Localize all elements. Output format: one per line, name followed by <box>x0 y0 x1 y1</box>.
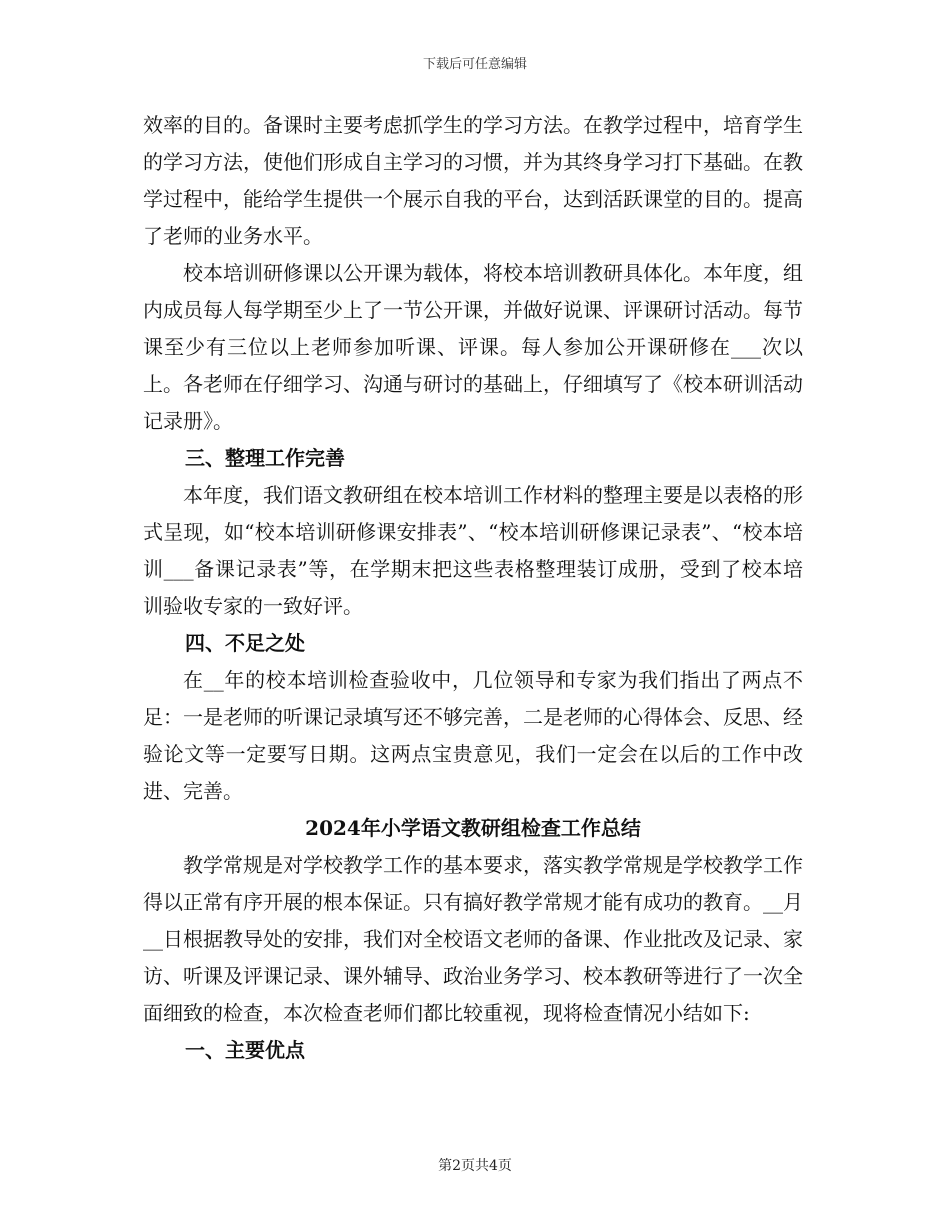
section-heading-4: 四、不足之处 <box>185 631 305 655</box>
section-heading-1: 一、主要优点 <box>185 1038 305 1062</box>
document-body <box>143 107 803 1069</box>
paragraph-shortcomings: 在__年的校本培训检查验收中，几位领导和专家为我们指出了两点不足：一是老师的听课记录填写还不够完善，二是老师的心得体会、反思、经验论文等一定要写日期。这两点宝贵意见，我们一定会在以后的工作中改进、完善。 <box>143 668 803 803</box>
paragraph-material-organization: 本年度，我们语文教研组在校本培训工作材料的整理主要是以表格的形式呈现，如“校本培训研修课安排表”、“校本培训研修课记录表”、“校本培训___备课记录表”等，在学期末把这些表格整理装订成册，受到了校本培训验收专家的一致好评。 <box>143 483 803 618</box>
paragraph-open-class-training: 校本培训研修课以公开课为载体，将校本培训教研具体化。本年度，组内成员每人每学期至少上了一节公开课，并做好说课、评课研讨活动。每节课至少有三位以上老师参加听课、评课。每人参加公开课研修在___次以上。各老师在仔细学习、沟通与研讨的基础上，仔细填写了《校本研训活动记录册》。 <box>143 261 803 433</box>
section-heading-3: 三、整理工作完善 <box>185 446 345 470</box>
page-header-note: 下载后可任意编辑 <box>422 57 527 72</box>
paragraph-continuation: 效率的目的。备课时主要考虑抓学生的学习方法。在教学过程中，培育学生的学习方法，使他们形成自主学习的习惯，并为其终身学习打下基础。在教学过程中，能给学生提供一个展示自我的平台，达到活跃课堂的目的。提高了老师的业务水平。 <box>143 113 803 248</box>
page-footer: 第2页共4页 <box>438 1158 512 1174</box>
paragraph-intro: 教学常规是对学校教学工作的基本要求，落实教学常规是学校教学工作得以正常有序开展的根本保证。只有搞好教学常规才能有成功的教育。__月__日根据教导处的安排，我们对全校语文老师的备课、作业批改及记录、家访、听课及评课记录、课外辅导、政治业务学习、校本教研等进行了一次全面细致的检查，本次检查老师们都比较重视，现将检查情况小结如下: <box>143 853 803 1025</box>
document-title: 2024年小学语文教研组检查工作总结 <box>305 816 641 840</box>
